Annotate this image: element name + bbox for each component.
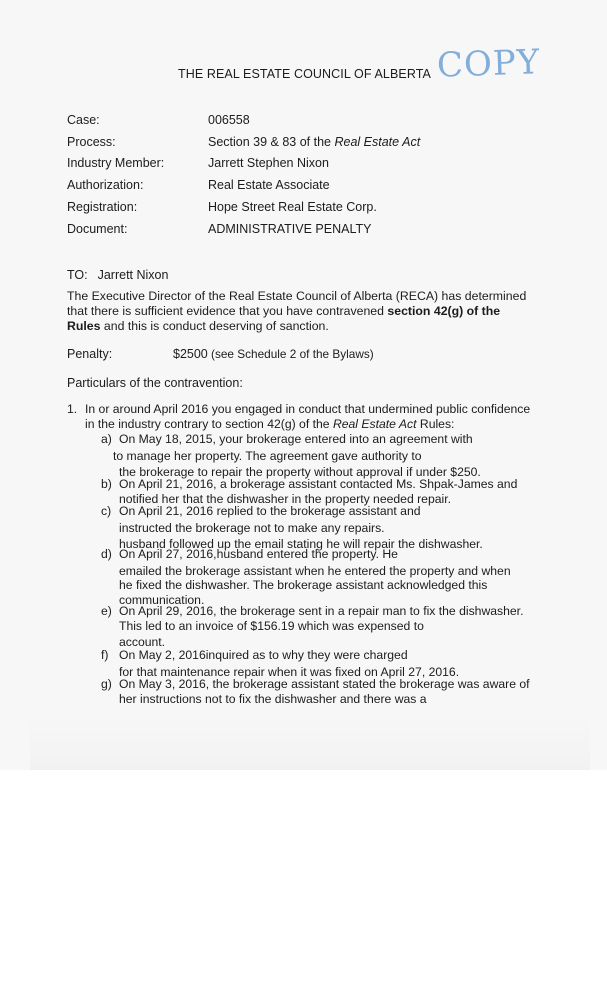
sub-item-c-text	[119, 504, 531, 552]
sub-item-a-line	[113, 448, 531, 466]
sub-item-g-line1: On May 3, 2016, the brokerage assistant stated the brokerage was aware of	[119, 677, 530, 691]
organization-title: THE REAL ESTATE COUNCIL OF ALBERTA	[178, 67, 431, 81]
sub-item-c-letter: c)	[101, 504, 112, 518]
determination-bold: section 42(g) of the Rules	[67, 304, 501, 333]
item-1-text-prefix: In or around April 2016 you engaged in conduct that undermined public confidence in the industry contrary to section 42(g) of the	[85, 402, 531, 431]
authorization-value: Real Estate Associate	[208, 178, 330, 192]
scan-fade-band	[30, 715, 590, 770]
sub-item-a-letter: a)	[101, 432, 112, 446]
registration-label: Registration:	[67, 200, 138, 214]
sub-item-d-text	[119, 547, 531, 607]
sub-item-a-line2: to manage her property. The agreement gave authority to	[113, 448, 422, 463]
penalty-label: Penalty:	[67, 347, 113, 361]
sub-item-a-line1: On May 18, 2015, your brokerage entered into an agreement with	[119, 432, 473, 446]
sub-item-f-line	[119, 648, 531, 665]
item-1-text-italic: Real Estate Act	[332, 416, 417, 431]
sub-item-c-line3: husband followed up the email stating he will repair the dishwasher.	[119, 537, 483, 551]
sub-item-a-text	[113, 432, 531, 480]
determination-text-2: and this is conduct deserving of sanction.	[100, 319, 329, 333]
sub-item-f-line2: for that maintenance repair when it was fixed on April 27, 2016.	[119, 664, 460, 679]
sub-item-a-line	[119, 432, 531, 449]
blank-margin	[0, 770, 607, 1000]
sub-item-g-line2: her instructions not to fix the dishwasher and there was a	[119, 691, 427, 706]
sub-item-g-letter: g)	[101, 677, 112, 691]
sub-item-c-line2: instructed the brokerage not to make any repairs.	[119, 520, 385, 535]
sub-item-c-line1b: replied to the brokerage assistant and	[216, 504, 421, 518]
sub-item-f-letter: f)	[101, 648, 109, 662]
sub-item-a-line: the brokerage to repair the property without approval if under $250.	[119, 465, 481, 479]
sub-item-e-line	[119, 619, 531, 636]
sub-item-g-text	[119, 677, 531, 706]
authorization-label: Authorization:	[67, 178, 144, 192]
penalty-row	[67, 347, 374, 361]
determination-text-1: The Executive Director of the Real Estate Council of Alberta (RECA) has determined that there is sufficient evidence that you have contravened	[67, 289, 527, 318]
sub-item-b-letter: b)	[101, 477, 112, 491]
process-value	[208, 135, 420, 149]
sub-item-f-line1b: inquired as to why they were charged	[205, 648, 408, 662]
penalty-note: (see Schedule 2 of the Bylaws)	[207, 347, 374, 361]
industry-member-label: Industry Member:	[67, 156, 165, 170]
sub-item-e-line3: account.	[119, 635, 166, 649]
sub-item-c-line	[119, 504, 531, 521]
sub-item-d-line	[119, 547, 531, 564]
sub-item-e-line2: This led to an invoice of $156.19 which was expensed to	[119, 618, 424, 633]
sub-item-f-line1a: On May 2, 2016	[119, 648, 206, 662]
document-value: ADMINISTRATIVE PENALTY	[208, 222, 372, 236]
to-label: TO:	[67, 268, 88, 282]
to-name: Jarrett Nixon	[97, 268, 169, 282]
penalty-amount: $2500	[173, 347, 208, 361]
sub-item-b-line2: notified her that the dishwasher in the property needed repair.	[119, 491, 451, 506]
sub-item-e-text	[119, 604, 531, 650]
process-value-italic: Real Estate Act	[334, 135, 421, 149]
sub-item-c-line	[119, 521, 531, 538]
determination-paragraph	[67, 289, 527, 334]
sub-item-e-line1: On April 29, 2016, the brokerage sent in a repair man to fix the dishwasher.	[119, 604, 524, 618]
industry-member-value: Jarrett Stephen Nixon	[208, 156, 329, 170]
sub-item-c-line1a: On April 21, 2016	[119, 504, 214, 518]
sub-item-d-line1b: husband entered the property. He	[216, 547, 398, 561]
sub-item-b-text	[119, 477, 531, 506]
sub-item-b-line1: On April 21, 2016, a brokerage assistant contacted Ms. Shpak-James and	[119, 477, 518, 491]
sub-item-d-line1a: On April 27, 2016,	[119, 547, 217, 561]
sub-item-e-letter: e)	[101, 604, 112, 618]
sub-item-f-text	[119, 648, 531, 679]
sub-item-d-line2: emailed the brokerage assistant when he entered the property and when	[119, 563, 511, 578]
document-label: Document:	[67, 222, 128, 236]
process-value-prefix: Section 39 & 83 of the	[208, 135, 335, 149]
registration-value: Hope Street Real Estate Corp.	[208, 200, 377, 214]
case-value: 006558	[208, 113, 250, 127]
copy-stamp: COPY	[436, 42, 541, 86]
process-label: Process:	[67, 135, 116, 149]
item-1-text-suffix: Rules:	[416, 416, 455, 431]
sub-item-d-line4: communication.	[119, 592, 205, 607]
item-1-number: 1.	[67, 402, 78, 416]
to-line	[67, 268, 168, 282]
case-label: Case:	[67, 113, 100, 127]
sub-item-d-line3: he fixed the dishwasher. The brokerage assistant acknowledged this	[119, 578, 488, 592]
item-1-text	[85, 402, 540, 431]
penalty-value	[173, 347, 374, 361]
particulars-heading: Particulars of the contravention:	[67, 376, 243, 390]
sub-item-d-letter: d)	[101, 547, 112, 561]
